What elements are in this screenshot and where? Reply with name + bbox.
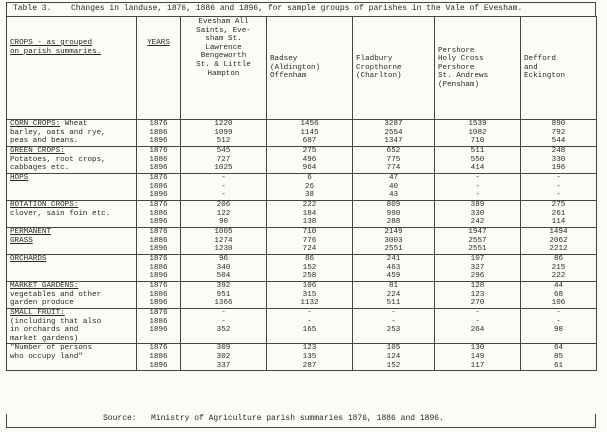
value-cell-evesham: 545 727 1025 — [181, 147, 267, 174]
value-cell-defford: 64 85 61 — [521, 344, 597, 371]
value-cell-defford: - - - — [521, 174, 597, 201]
value-cell-evesham: 1220 1099 512 — [181, 120, 267, 147]
value-cell-badsey: 275 496 964 — [267, 147, 353, 174]
crop-category — [7, 147, 137, 174]
crop-category — [7, 174, 137, 201]
value-cell-pershore: - - 264 — [435, 309, 521, 344]
value-cell-defford: 1494 2062 2212 — [521, 228, 597, 255]
value-cell-defford: 890 792 544 — [521, 120, 597, 147]
table-row — [7, 228, 597, 255]
value-cell-pershore: 1947 2557 2551 — [435, 228, 521, 255]
value-cell-fladbury: 3287 2554 1347 — [353, 120, 435, 147]
category-heading: MARKET GARDENS: — [10, 282, 79, 290]
value-cell-defford: 86 215 222 — [521, 255, 597, 282]
value-cell-badsey: 222 184 138 — [267, 201, 353, 228]
header-group-fladbury: Fladbury Cropthorne (Charlton) — [353, 17, 435, 120]
value-cell-pershore: 130 149 117 — [435, 344, 521, 371]
value-cell-fladbury: 241 463 459 — [353, 255, 435, 282]
category-description: "Number of persons who occupy land" — [10, 344, 93, 361]
value-cell-pershore: - - - — [435, 174, 521, 201]
table-row — [7, 147, 597, 174]
crop-category — [7, 309, 137, 344]
landuse-table — [6, 16, 597, 371]
value-cell-defford: 248 330 196 — [521, 147, 597, 174]
value-cell-defford: 275 261 114 — [521, 201, 597, 228]
table-source: Source: Ministry of Agriculture parish summaries 1876, 1886 and 1896. — [6, 414, 596, 428]
category-description: clover, sain foin etc. — [10, 209, 111, 218]
years-cell: 1876 1886 1896 — [137, 174, 181, 201]
category-description: Potatoes, root crops, cabbages etc. — [10, 155, 106, 173]
value-cell-pershore: 389 330 242 — [435, 201, 521, 228]
value-cell-pershore: 1539 1082 710 — [435, 120, 521, 147]
table-row — [7, 201, 597, 228]
category-heading: ORCHARDS — [10, 255, 47, 263]
value-cell-badsey: 710 776 724 — [267, 228, 353, 255]
header-years: YEARS — [137, 17, 181, 120]
category-heading: CORN CROPS: — [10, 120, 61, 128]
crop-category — [7, 228, 137, 255]
table-row — [7, 120, 597, 147]
crop-category — [7, 120, 137, 147]
value-cell-fladbury: 652 775 774 — [353, 147, 435, 174]
table-number: Table 3. — [13, 4, 52, 13]
category-description: Wheat barley, oats and rye, peas and beans. — [10, 120, 106, 146]
years-cell: 1876 1886 1896 — [137, 120, 181, 147]
header-crops: CROPS - as grouped on parish summaries. — [7, 17, 137, 120]
header-group-defford: Defford and Eckington — [521, 17, 597, 120]
category-description: (including that also in orchards and market gardens) — [10, 317, 102, 343]
table-row — [7, 174, 597, 201]
value-cell-pershore: 107 327 296 — [435, 255, 521, 282]
value-cell-evesham: 392 951 1366 — [181, 282, 267, 309]
table-row — [7, 309, 597, 344]
value-cell-pershore: 511 550 414 — [435, 147, 521, 174]
value-cell-badsey: 86 152 258 — [267, 255, 353, 282]
value-cell-fladbury: - - 253 — [353, 309, 435, 344]
years-cell: 1876 1886 1896 — [137, 255, 181, 282]
value-cell-evesham: 1005 1274 1230 — [181, 228, 267, 255]
category-heading: HOPS — [10, 174, 29, 182]
years-cell: 1876 1886 1896 — [137, 228, 181, 255]
value-cell-fladbury: 809 990 288 — [353, 201, 435, 228]
category-description: vegetables and other garden produce — [10, 290, 102, 308]
value-cell-fladbury: 105 124 152 — [353, 344, 435, 371]
value-cell-badsey: 1456 1145 687 — [267, 120, 353, 147]
years-cell: 1876 1886 1896 — [137, 147, 181, 174]
value-cell-pershore: 128 123 270 — [435, 282, 521, 309]
header-group-badsey: Badsey (Aldington) Offenham — [267, 17, 353, 120]
value-cell-evesham: - - - — [181, 174, 267, 201]
value-cell-badsey: 106 315 1132 — [267, 282, 353, 309]
table-row — [7, 282, 597, 309]
table-caption: Changes in landuse, 1876, 1886 and 1896, for sample groups of parishes in the Vale of Evesham. — [71, 4, 523, 13]
years-cell: 1876 1886 1896 — [137, 201, 181, 228]
value-cell-fladbury: 47 40 43 — [353, 174, 435, 201]
years-cell: 1876 1886 1896 — [137, 282, 181, 309]
table-row — [7, 255, 597, 282]
value-cell-fladbury: 2149 3003 2551 — [353, 228, 435, 255]
value-cell-badsey: 6 26 38 — [267, 174, 353, 201]
years-cell: 1876 1886 1896 — [137, 309, 181, 344]
table-row — [7, 344, 597, 371]
crop-category — [7, 344, 137, 371]
value-cell-badsey: 123 135 287 — [267, 344, 353, 371]
category-heading: SMALL FRUIT: — [10, 309, 65, 317]
value-cell-defford: 44 68 106 — [521, 282, 597, 309]
category-heading: GREEN CROPS: — [10, 147, 65, 155]
crop-category — [7, 282, 137, 309]
value-cell-evesham: - - 352 — [181, 309, 267, 344]
category-heading: PERMANENT GRASS — [10, 228, 52, 245]
value-cell-fladbury: 81 224 511 — [353, 282, 435, 309]
years-cell: 1876 1886 1896 — [137, 344, 181, 371]
value-cell-defford: - - 98 — [521, 309, 597, 344]
value-cell-evesham: 309 302 337 — [181, 344, 267, 371]
value-cell-badsey: - - 165 — [267, 309, 353, 344]
value-cell-evesham: 206 122 90 — [181, 201, 267, 228]
table-title — [6, 2, 596, 16]
header-group-evesham: Evesham All Saints, Eve- sham St. Lawrence Bengeworth St. & Little Hampton — [181, 17, 267, 120]
header-group-pershore: Pershore Holy Cross Pershore St. Andrews (Pensham) — [435, 17, 521, 120]
value-cell-evesham: 96 340 504 — [181, 255, 267, 282]
header-row — [7, 17, 597, 120]
crop-category — [7, 255, 137, 282]
crop-category — [7, 201, 137, 228]
category-heading: ROTATION CROPS: — [10, 201, 79, 209]
